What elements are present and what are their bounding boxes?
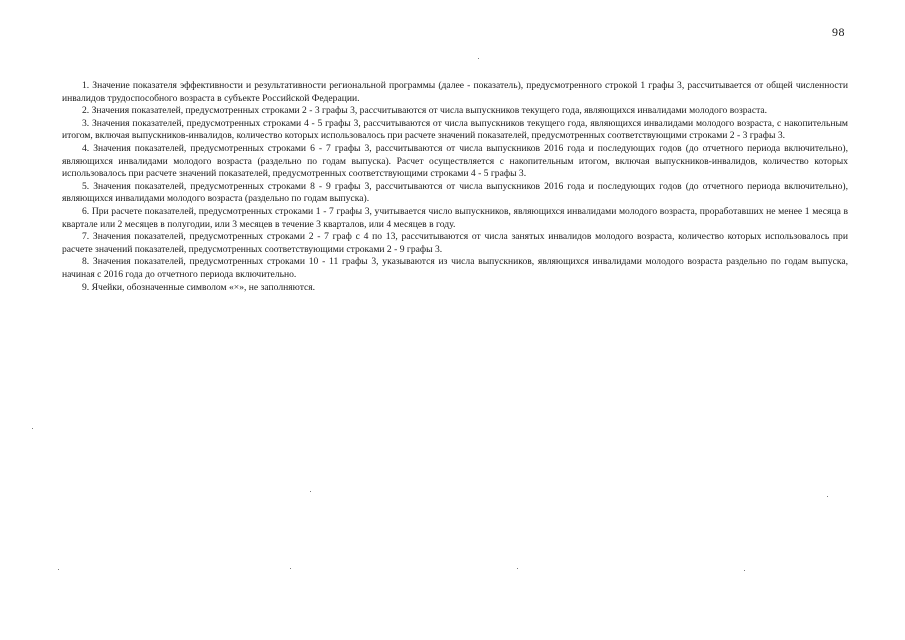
note-1: 1. Значение показателя эффективности и результативности региональной программы (далее - показатель), предусмотренного строкой 1 графы 3, рассчитывается от общей численности инвалидов трудоспособного возраста в субъекте Российской Федерации. bbox=[62, 80, 848, 104]
note-5: 5. Значения показателей, предусмотренных строками 8 - 9 графы 3, рассчитываются от числа выпускников 2016 года и последующих годов (до отчетного периода включительно), являющихся инвалидами молодого возраста (раздельно по годам выпуска). bbox=[62, 180, 848, 205]
notes-section bbox=[62, 80, 848, 294]
scan-speck bbox=[827, 496, 828, 497]
scan-speck bbox=[744, 570, 745, 571]
note-9: 9. Ячейки, обозначенные символом «×», не заполняются. bbox=[82, 281, 316, 293]
page-number: 98 bbox=[832, 25, 845, 39]
scan-speck bbox=[290, 568, 291, 569]
note-7: 7. Значения показателей, предусмотренных строками 2 - 7 граф с 4 по 13, рассчитываются от числа занятых инвалидов молодого возраста, количество которых использовалось при расчете значений показателей, предусмотренных соответствующими строками 2 - 9 графы 3. bbox=[62, 231, 848, 255]
scan-speck bbox=[32, 428, 33, 429]
note-4: 4. Значения показателей, предусмотренных строками 6 - 7 графы 3, рассчитываются от числа выпускников 2016 года и последующих годов (до отчетного периода включительно), являющихся инвалидами молодого возраста (раздельно по годам выпуска). Расчет осуществляется с накопительным итогом, включая выпускников-инвалидов, количество которых использовалось при расчете значений показателей, предусмотренных соответствующими строками 4 - 5 графы 3. bbox=[62, 142, 848, 180]
scan-speck bbox=[478, 58, 479, 59]
scan-speck bbox=[517, 568, 518, 569]
scan-speck bbox=[310, 491, 311, 492]
note-2: 2. Значения показателей, предусмотренных строками 2 - 3 графы 3, рассчитываются от числа выпускников текущего года, являющихся инвалидами молодого возраста. bbox=[82, 105, 768, 117]
note-8: 8. Значения показателей, предусмотренных строками 10 - 11 графы 3, указываются из числа выпускников, являющихся инвалидами молодого возраста раздельно по годам выпуска, начиная с 2016 года до отчетного периода включительно. bbox=[62, 256, 848, 280]
note-6: 6. При расчете показателей, предусмотренных строками 1 - 7 графы 3, учитывается число выпускников, являющихся инвалидами молодого возраста, проработавших не менее 1 месяца в квартале или 2 месяцев в полугодии, или 3 месяцев в течение 3 кварталов, или 4 месяцев в году. bbox=[62, 205, 848, 230]
note-3: 3. Значения показателей, предусмотренных строками 4 - 5 графы 3, рассчитываются от числа выпускников текущего года, являющихся инвалидами молодого возраста, с накопительным итогом, включая выпускников-инвалидов, количество которых использовалось при расчете значений показателей, предусмотренных соответствующими строками 2 - 3 графы 3. bbox=[62, 117, 848, 142]
scan-speck bbox=[58, 569, 59, 570]
